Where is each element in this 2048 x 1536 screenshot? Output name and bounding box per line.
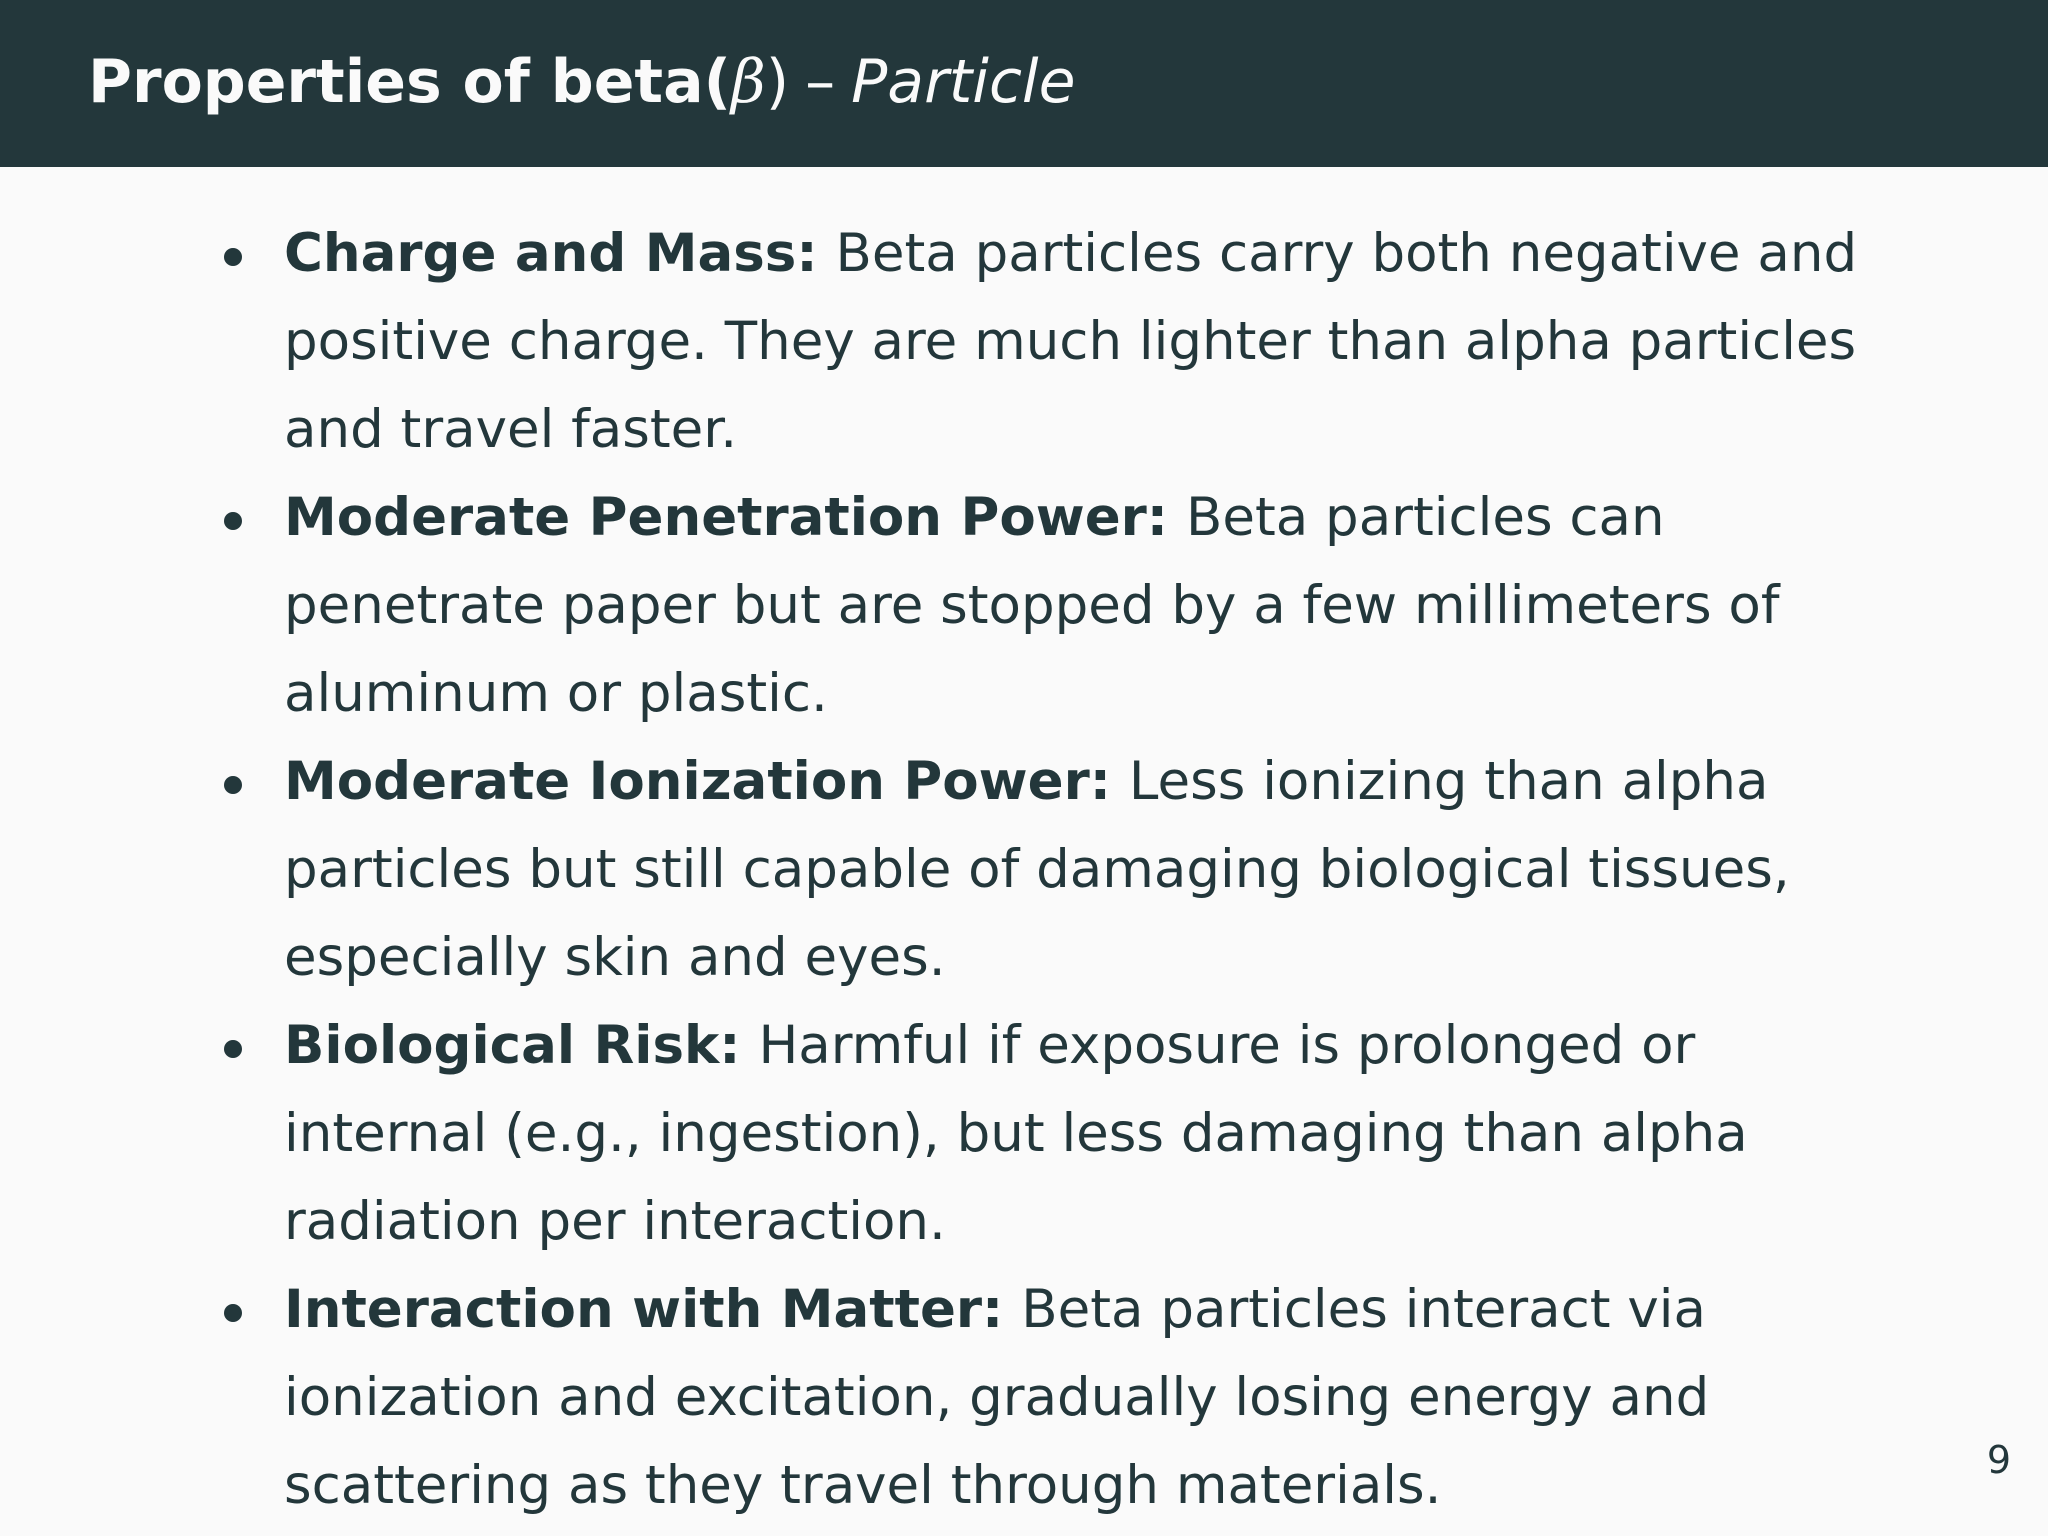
slide-title-dash: – xyxy=(805,46,836,117)
slide-title xyxy=(88,46,1076,117)
bullet-term: Interaction with Matter: xyxy=(284,1279,1004,1340)
page-number: 9 xyxy=(1986,1438,2011,1482)
bullet-item-biological-risk xyxy=(218,1002,1898,1266)
bullet-text: Beta particles carry both negative and positive charge. They are much lighter than alpha particles and travel faster. xyxy=(284,223,1858,460)
slide-title-closing-parenthesis: ) xyxy=(765,46,790,117)
bullet-term: Biological Risk: xyxy=(284,1015,741,1076)
bullet-text: Harmful if exposure is prolonged or internal (e.g., ingestion), but less damaging than alpha radiation per interaction. xyxy=(284,1015,1748,1252)
bullet-text: Beta particles can penetrate paper but are stopped by a few millimeters of aluminum or plastic. xyxy=(284,487,1780,724)
beta-symbol: β xyxy=(731,46,766,117)
slide-header xyxy=(0,0,2048,167)
bullet-list xyxy=(218,210,1898,1530)
bullet-dot-icon xyxy=(224,776,242,794)
bullet-term: Moderate Penetration Power: xyxy=(284,487,1168,548)
bullet-item-interaction-with-matter xyxy=(218,1266,1898,1530)
bullet-dot-icon xyxy=(224,1304,242,1322)
bullet-dot-icon xyxy=(224,248,242,266)
slide-content xyxy=(218,210,1898,1530)
bullet-dot-icon xyxy=(224,1040,242,1058)
slide-title-main: Properties of beta( xyxy=(88,46,732,117)
bullet-item-moderate-ionization-power xyxy=(218,738,1898,1002)
bullet-term: Moderate Ionization Power: xyxy=(284,751,1111,812)
slide-subtitle: Particle xyxy=(851,46,1076,117)
bullet-text: Beta particles interact via ionization and excitation, gradually losing energy and scattering as they travel through materials. xyxy=(284,1279,1710,1516)
bullet-dot-icon xyxy=(224,512,242,530)
bullet-item-charge-and-mass xyxy=(218,210,1898,474)
bullet-term: Charge and Mass: xyxy=(284,223,818,284)
bullet-text: Less ionizing than alpha particles but still capable of damaging biological tissues, especially skin and eyes. xyxy=(284,751,1790,988)
bullet-item-moderate-penetration-power xyxy=(218,474,1898,738)
